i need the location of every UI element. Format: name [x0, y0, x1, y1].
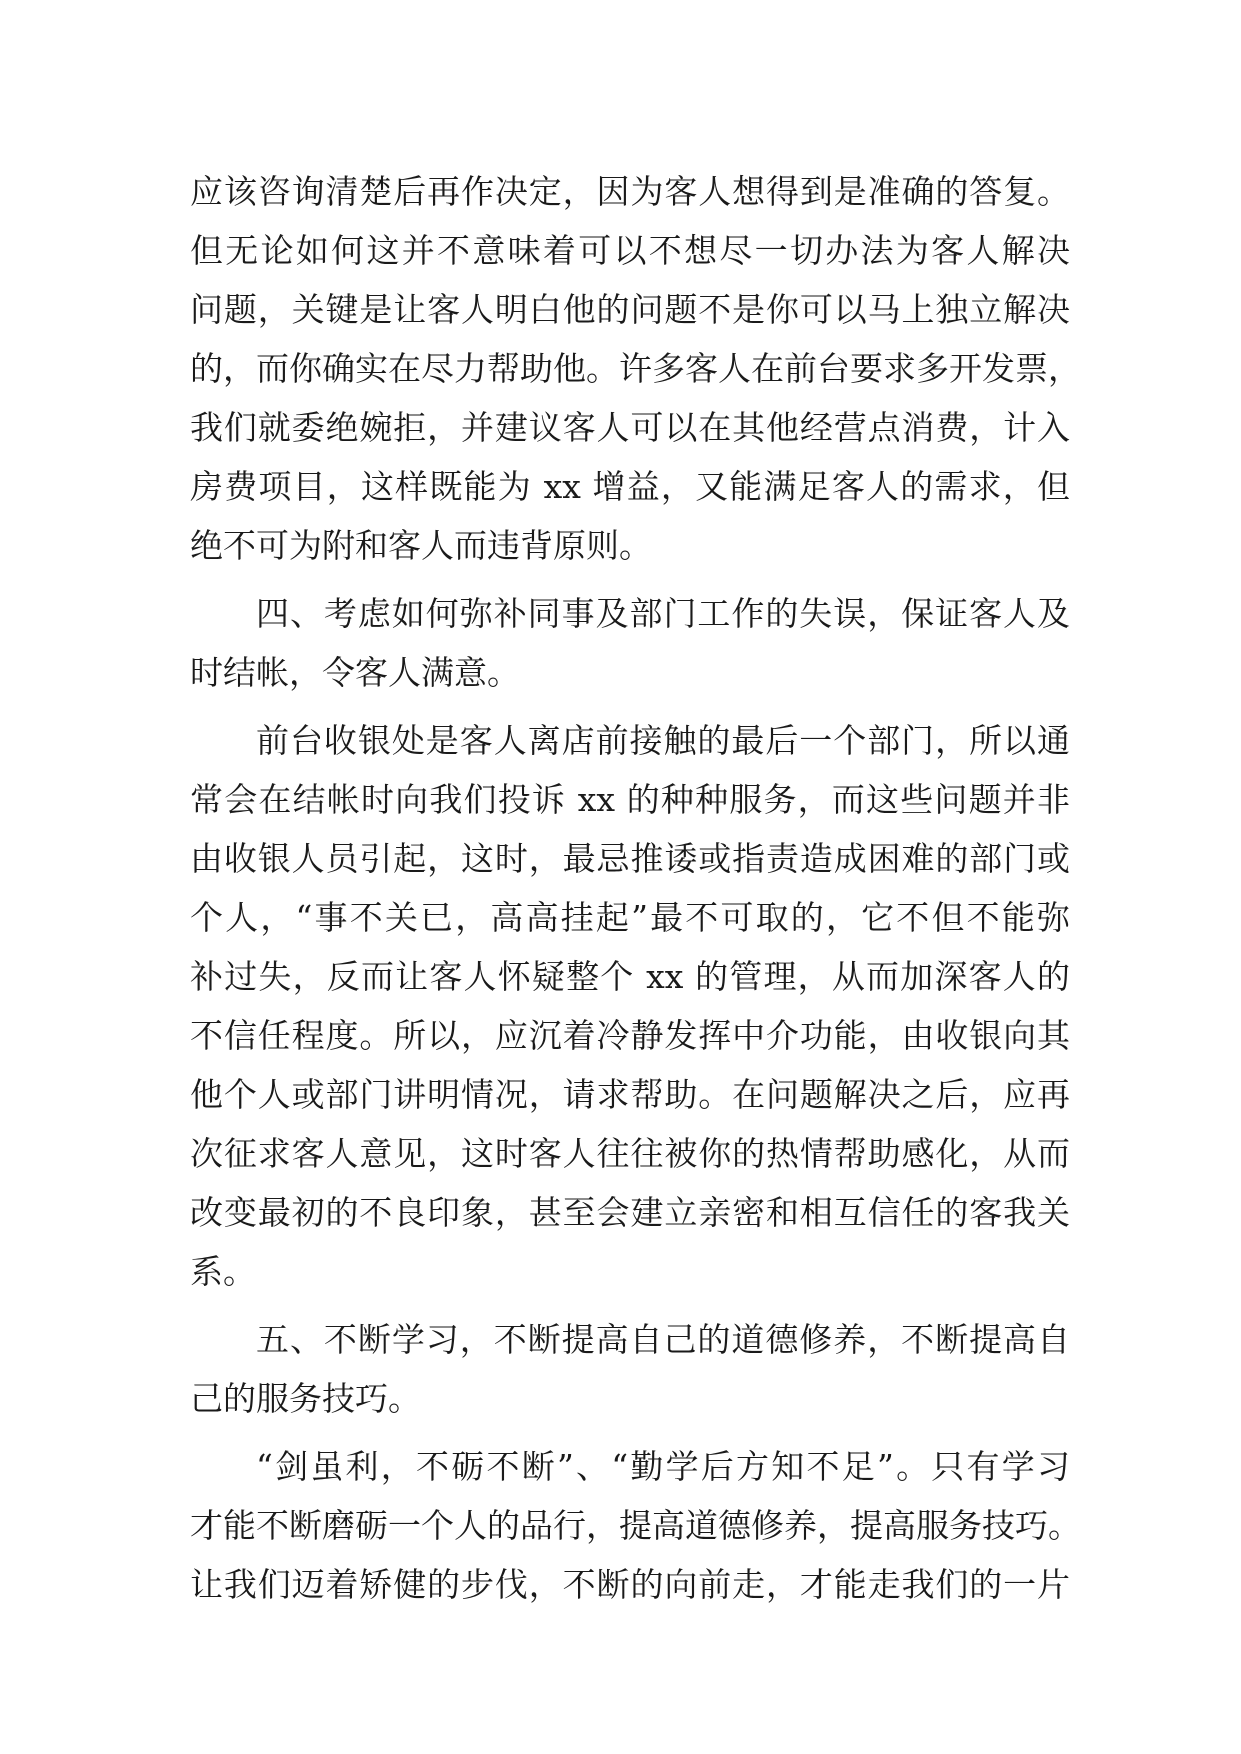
paragraph-keep-learning	[190, 1437, 1081, 1614]
text-line: 绝不可为附和客人而违背原则。	[190, 526, 652, 565]
paragraph-front-desk-cashier	[190, 711, 1070, 1301]
paragraph-section-four-heading	[190, 584, 1070, 702]
text-line: 前台收银处是客人离店前接触的最后一个部门，所以通	[256, 721, 1070, 760]
text-line: 个人，“事不关已，高高挂起”最不可取的，它不但不能弥	[190, 898, 1070, 937]
text-line: 五、不断学习，不断提高自己的道德修养，不断提高自	[256, 1320, 1070, 1359]
text-line: 房费项目，这样既能为 xx 增益，又能满足客人的需求，但	[190, 467, 1070, 506]
text-line: 四、考虑如何弥补同事及部门工作的失误，保证客人及	[256, 594, 1070, 633]
text-line: 他个人或部门讲明情况，请求帮助。在问题解决之后，应再	[190, 1075, 1070, 1114]
text-line: 我们就委绝婉拒，并建议客人可以在其他经营点消费，计入	[190, 408, 1070, 447]
text-line: 己的服务技巧。	[190, 1379, 421, 1418]
text-line: 次征求客人意见，这时客人往往被你的热情帮助感化，从而	[190, 1134, 1070, 1173]
text-line: “剑虽利，不砺不断”、“勤学后方知不足”。只有学习	[256, 1447, 1070, 1486]
text-line: 才能不断磨砺一个人的品行，提高道德修养，提高服务技巧。	[190, 1506, 1081, 1545]
text-line: 改变最初的不良印象，甚至会建立亲密和相互信任的客我关	[190, 1193, 1070, 1232]
paragraph-consult-answer	[190, 162, 1081, 575]
text-line: 时结帐，令客人满意。	[190, 653, 520, 692]
text-line: 常会在结帐时向我们投诉 xx 的种种服务，而这些问题并非	[190, 780, 1070, 819]
text-line: 问题，关键是让客人明白他的问题不是你可以马上独立解决	[190, 290, 1070, 329]
body-text	[190, 162, 1081, 1614]
text-line: 系。	[190, 1252, 256, 1291]
text-line: 但无论如何这并不意味着可以不想尽一切办法为客人解决	[190, 231, 1070, 270]
text-line: 应该咨询清楚后再作决定，因为客人想得到是准确的答复。	[190, 172, 1070, 211]
text-line: 让我们迈着矫健的步伐，不断的向前走，才能走我们的一片	[190, 1565, 1070, 1604]
text-line: 补过失，反而让客人怀疑整个 xx 的管理，从而加深客人的	[190, 957, 1070, 996]
paragraph-section-five-heading	[190, 1310, 1070, 1428]
text-line: 由收银人员引起，这时，最忌推诿或指责造成困难的部门或	[190, 839, 1070, 878]
text-line: 不信任程度。所以，应沉着冷静发挥中介功能，由收银向其	[190, 1016, 1070, 1055]
text-line: 的，而你确实在尽力帮助他。许多客人在前台要求多开发票，	[190, 349, 1081, 388]
